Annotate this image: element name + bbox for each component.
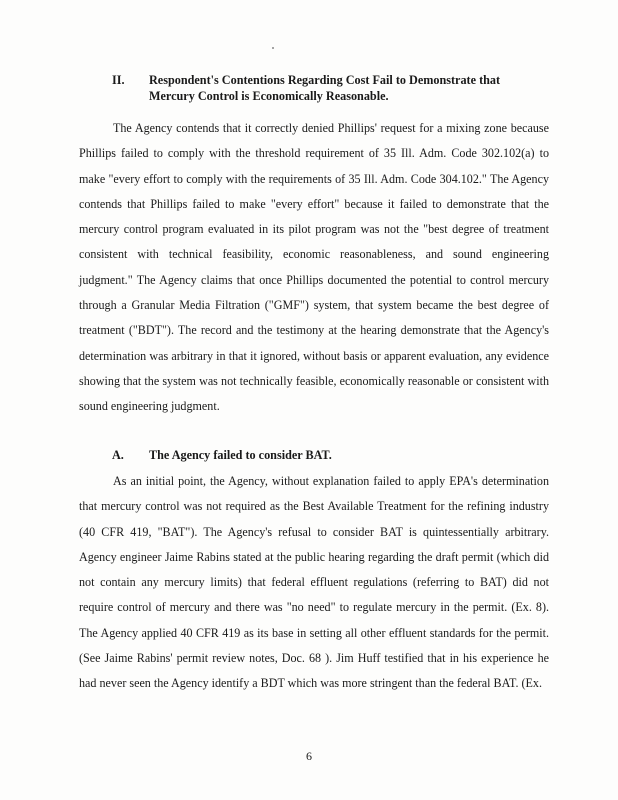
section-title: Respondent's Contentions Regarding Cost Fail to Demonstrate that Mercury Control is Economically Reasonable. bbox=[149, 73, 501, 103]
page-number: 6 bbox=[306, 749, 312, 763]
section-number: II. bbox=[112, 73, 125, 87]
paragraph-1: The Agency contends that it correctly denied Phillips' request for a mixing zone because Phillips failed to comply with the threshold requirement of 35 Ill. Adm. Code 302.102(a) to make "every effort to comply with the requirements of 35 Ill. Adm. Code 304.102." The Agency contends that Phillips failed to make "every effort" because it failed to demonstrate that the mercury control program evaluated in its pilot program was not the "best degree of treatment consistent with technical feasibility, economic reasonableness, and sound engineering judgment." The Agency claims that once Phillips documented the potential to control mercury through a Granular Media Filtration ("GMF") system, that system became the best degree of treatment ("BDT"). The record and the testimony at the hearing demonstrate that the Agency's determination was arbitrary in that it ignored, without basis or apparent evaluation, any evidence showing that the system was not technically feasible, economically reasonable or consistent with sound engineering judgment. bbox=[79, 121, 549, 414]
paragraph-2: As an initial point, the Agency, without explanation failed to apply EPA's determination that mercury control was not required as the Best Available Treatment for the refining industry (40 CFR 419, "BAT"). The Agency's refusal to consider BAT is quintessentially arbitrary. Agency engineer Jaime Rabins stated at the public hearing regarding the draft permit (which did not contain any mercury limits) that federal effluent regulations (referring to BAT) did not require control of mercury and there was "no need" to regulate mercury in the permit. (Ex. 8). The Agency applied 40 CFR 419 as its base in setting all other effluent standards for the permit. (See Jaime Rabins' permit review notes, Doc. 68 ). Jim Huff testified that in his experience he had never seen the Agency identify a BDT which was more stringent than the federal BAT. (Ex. bbox=[79, 474, 549, 691]
subsection-title: The Agency failed to consider BAT. bbox=[149, 448, 332, 462]
scan-speck bbox=[272, 47, 274, 49]
subsection-letter: A. bbox=[112, 448, 124, 462]
